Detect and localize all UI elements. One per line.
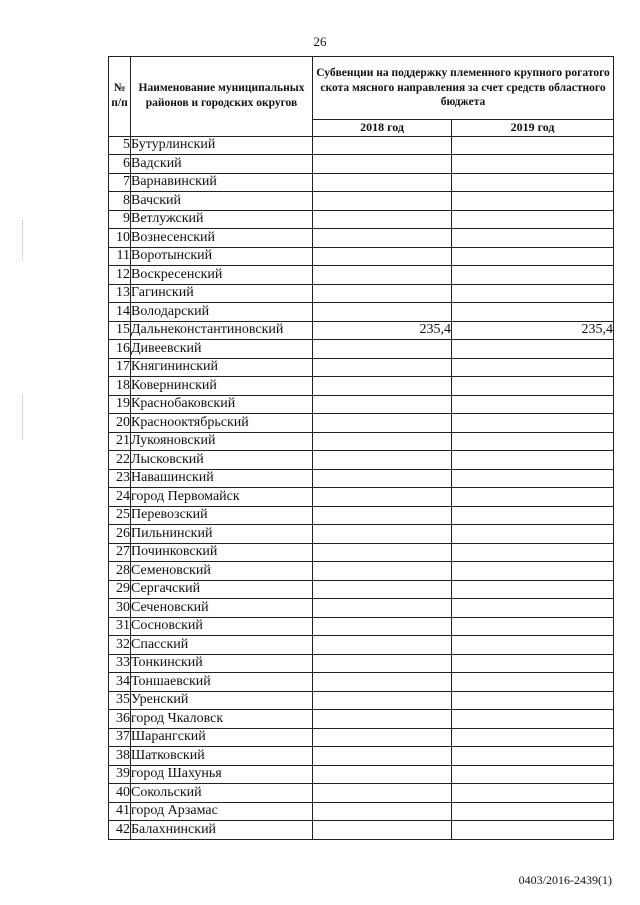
value-2018 — [313, 765, 452, 784]
municipality-name: Навашинский — [131, 469, 313, 488]
value-2018 — [313, 636, 452, 655]
margin-mark-top — [22, 220, 23, 260]
row-number: 42 — [109, 821, 131, 840]
header-subsidy: Субвенции на поддержку племенного крупного рогатого скота мясного направления за счет средств областного бюджета — [313, 57, 614, 120]
value-2018 — [313, 358, 452, 377]
table-body — [109, 136, 614, 839]
table-row — [109, 747, 614, 766]
municipality-name: Спасский — [131, 636, 313, 655]
table-row — [109, 358, 614, 377]
municipality-name: Сеченовский — [131, 599, 313, 618]
value-2018 — [313, 155, 452, 174]
municipality-name: Семеновский — [131, 562, 313, 581]
table-row — [109, 451, 614, 470]
municipality-name: Лукояновский — [131, 432, 313, 451]
value-2018 — [313, 229, 452, 248]
value-2018 — [313, 525, 452, 544]
value-2018 — [313, 617, 452, 636]
table-row — [109, 525, 614, 544]
table-row — [109, 414, 614, 433]
row-number: 36 — [109, 710, 131, 729]
value-2018 — [313, 432, 452, 451]
municipality-name: Сосновский — [131, 617, 313, 636]
table-row — [109, 210, 614, 229]
municipality-name: Дальнеконстантиновский — [131, 321, 313, 340]
municipality-name: Воротынский — [131, 247, 313, 266]
value-2018 — [313, 802, 452, 821]
table-row — [109, 229, 614, 248]
table-row — [109, 543, 614, 562]
value-2018 — [313, 451, 452, 470]
row-number: 17 — [109, 358, 131, 377]
row-number: 10 — [109, 229, 131, 248]
table-row — [109, 562, 614, 581]
table-row — [109, 728, 614, 747]
value-2019 — [452, 432, 614, 451]
row-number: 9 — [109, 210, 131, 229]
page-number: 26 — [313, 34, 327, 49]
value-2019 — [452, 247, 614, 266]
value-2019 — [452, 673, 614, 692]
value-2018 — [313, 691, 452, 710]
table-row — [109, 395, 614, 414]
table-row — [109, 636, 614, 655]
value-2019 — [452, 340, 614, 359]
value-2018 — [313, 395, 452, 414]
value-2018 — [313, 247, 452, 266]
table-row — [109, 673, 614, 692]
value-2018 — [313, 562, 452, 581]
value-2018 — [313, 599, 452, 618]
value-2019 — [452, 303, 614, 322]
value-2019 — [452, 710, 614, 729]
value-2018 — [313, 210, 452, 229]
value-2019 — [452, 229, 614, 248]
table-row — [109, 340, 614, 359]
value-2019 — [452, 210, 614, 229]
row-number: 23 — [109, 469, 131, 488]
value-2018 — [313, 173, 452, 192]
value-2019 — [452, 155, 614, 174]
municipality-name: город Шахунья — [131, 765, 313, 784]
row-number: 29 — [109, 580, 131, 599]
table-row — [109, 469, 614, 488]
value-2019 — [452, 580, 614, 599]
value-2018 — [313, 488, 452, 507]
value-2019 — [452, 765, 614, 784]
table-row — [109, 784, 614, 803]
row-number: 16 — [109, 340, 131, 359]
table-row — [109, 580, 614, 599]
value-2019 — [452, 821, 614, 840]
value-2019 — [452, 488, 614, 507]
value-2018 — [313, 303, 452, 322]
municipality-name: город Первомайск — [131, 488, 313, 507]
value-2019 — [452, 599, 614, 618]
municipality-name: Перевозский — [131, 506, 313, 525]
value-2019 — [452, 358, 614, 377]
municipality-name: Княгининский — [131, 358, 313, 377]
municipality-name: Вачский — [131, 192, 313, 211]
margin-mark-bottom — [22, 395, 23, 440]
municipality-name: Сергачский — [131, 580, 313, 599]
municipality-name: Ковернинский — [131, 377, 313, 396]
row-number: 11 — [109, 247, 131, 266]
value-2019 — [452, 691, 614, 710]
municipality-name: город Арзамас — [131, 802, 313, 821]
row-number: 5 — [109, 136, 131, 155]
value-2018 — [313, 784, 452, 803]
row-number: 34 — [109, 673, 131, 692]
table-row — [109, 136, 614, 155]
municipality-name: Сокольский — [131, 784, 313, 803]
row-number: 30 — [109, 599, 131, 618]
municipality-name: Пильнинский — [131, 525, 313, 544]
row-number: 41 — [109, 802, 131, 821]
row-number: 24 — [109, 488, 131, 507]
municipality-name: Вознесенский — [131, 229, 313, 248]
value-2019 — [452, 543, 614, 562]
value-2019 — [452, 728, 614, 747]
value-2019 — [452, 414, 614, 433]
value-2018 — [313, 580, 452, 599]
value-2018 — [313, 654, 452, 673]
header-year-2019: 2019 год — [452, 120, 614, 137]
municipality-name: Краснооктябрьский — [131, 414, 313, 433]
municipality-name: Воскресенский — [131, 266, 313, 285]
municipality-name: Шатковский — [131, 747, 313, 766]
row-number: 33 — [109, 654, 131, 673]
value-2018 — [313, 728, 452, 747]
value-2019 — [452, 173, 614, 192]
row-number: 21 — [109, 432, 131, 451]
value-2019 — [452, 636, 614, 655]
value-2019 — [452, 266, 614, 285]
table-row — [109, 710, 614, 729]
municipality-name: Варнавинский — [131, 173, 313, 192]
document-code: 0403/2016-2439(1) — [518, 873, 612, 887]
row-number: 28 — [109, 562, 131, 581]
municipality-name: Вадский — [131, 155, 313, 174]
row-number: 18 — [109, 377, 131, 396]
header-year-2018: 2018 год — [313, 120, 452, 137]
municipality-name: Ветлужский — [131, 210, 313, 229]
table-row — [109, 599, 614, 618]
row-number: 6 — [109, 155, 131, 174]
row-number: 8 — [109, 192, 131, 211]
value-2018 — [313, 192, 452, 211]
value-2019 — [452, 784, 614, 803]
municipality-name: Балахнинский — [131, 821, 313, 840]
value-2019 — [452, 136, 614, 155]
value-2018 — [313, 284, 452, 303]
municipality-name: Шарангский — [131, 728, 313, 747]
value-2019 — [452, 469, 614, 488]
value-2019 — [452, 284, 614, 303]
table-row — [109, 173, 614, 192]
value-2019 — [452, 654, 614, 673]
row-number: 12 — [109, 266, 131, 285]
value-2019 — [452, 451, 614, 470]
municipality-name: Тоншаевский — [131, 673, 313, 692]
row-number: 7 — [109, 173, 131, 192]
row-number: 27 — [109, 543, 131, 562]
value-2018 — [313, 543, 452, 562]
table-row — [109, 266, 614, 285]
row-number: 22 — [109, 451, 131, 470]
value-2019 — [452, 525, 614, 544]
table-row — [109, 284, 614, 303]
table-row — [109, 802, 614, 821]
value-2019 — [452, 802, 614, 821]
municipality-name: Уренский — [131, 691, 313, 710]
value-2018 — [313, 821, 452, 840]
table-row — [109, 506, 614, 525]
row-number: 37 — [109, 728, 131, 747]
municipality-name: город Чкаловск — [131, 710, 313, 729]
value-2019 — [452, 192, 614, 211]
table-row — [109, 765, 614, 784]
row-number: 39 — [109, 765, 131, 784]
value-2018 — [313, 266, 452, 285]
value-2019 — [452, 506, 614, 525]
row-number: 35 — [109, 691, 131, 710]
table-row — [109, 303, 614, 322]
value-2018 — [313, 747, 452, 766]
municipality-name: Починковский — [131, 543, 313, 562]
municipality-name: Володарский — [131, 303, 313, 322]
value-2019: 235,4 — [452, 321, 614, 340]
table-row — [109, 192, 614, 211]
header-municipality: Наименование муниципальных районов и городских округов — [131, 57, 313, 137]
row-number: 15 — [109, 321, 131, 340]
subsidy-table — [108, 56, 614, 840]
table-row — [109, 617, 614, 636]
value-2018: 235,4 — [313, 321, 452, 340]
table-row — [109, 321, 614, 340]
row-number: 19 — [109, 395, 131, 414]
value-2018 — [313, 710, 452, 729]
table-row — [109, 654, 614, 673]
municipality-name: Тонкинский — [131, 654, 313, 673]
row-number: 38 — [109, 747, 131, 766]
table-row — [109, 488, 614, 507]
row-number: 26 — [109, 525, 131, 544]
table-row — [109, 432, 614, 451]
row-number: 20 — [109, 414, 131, 433]
value-2019 — [452, 377, 614, 396]
row-number: 40 — [109, 784, 131, 803]
table-row — [109, 247, 614, 266]
header-number: № п/п — [109, 57, 131, 137]
row-number: 14 — [109, 303, 131, 322]
value-2019 — [452, 395, 614, 414]
table-row — [109, 155, 614, 174]
table-row — [109, 691, 614, 710]
table-row — [109, 377, 614, 396]
municipality-name: Краснобаковский — [131, 395, 313, 414]
row-number: 25 — [109, 506, 131, 525]
row-number: 32 — [109, 636, 131, 655]
municipality-name: Гагинский — [131, 284, 313, 303]
municipality-name: Лысковский — [131, 451, 313, 470]
value-2018 — [313, 673, 452, 692]
value-2018 — [313, 340, 452, 359]
row-number: 31 — [109, 617, 131, 636]
value-2019 — [452, 617, 614, 636]
value-2018 — [313, 136, 452, 155]
value-2019 — [452, 747, 614, 766]
value-2018 — [313, 377, 452, 396]
table-row — [109, 821, 614, 840]
value-2018 — [313, 506, 452, 525]
value-2018 — [313, 414, 452, 433]
value-2018 — [313, 469, 452, 488]
row-number: 13 — [109, 284, 131, 303]
value-2019 — [452, 562, 614, 581]
municipality-name: Дивеевский — [131, 340, 313, 359]
municipality-name: Бутурлинский — [131, 136, 313, 155]
